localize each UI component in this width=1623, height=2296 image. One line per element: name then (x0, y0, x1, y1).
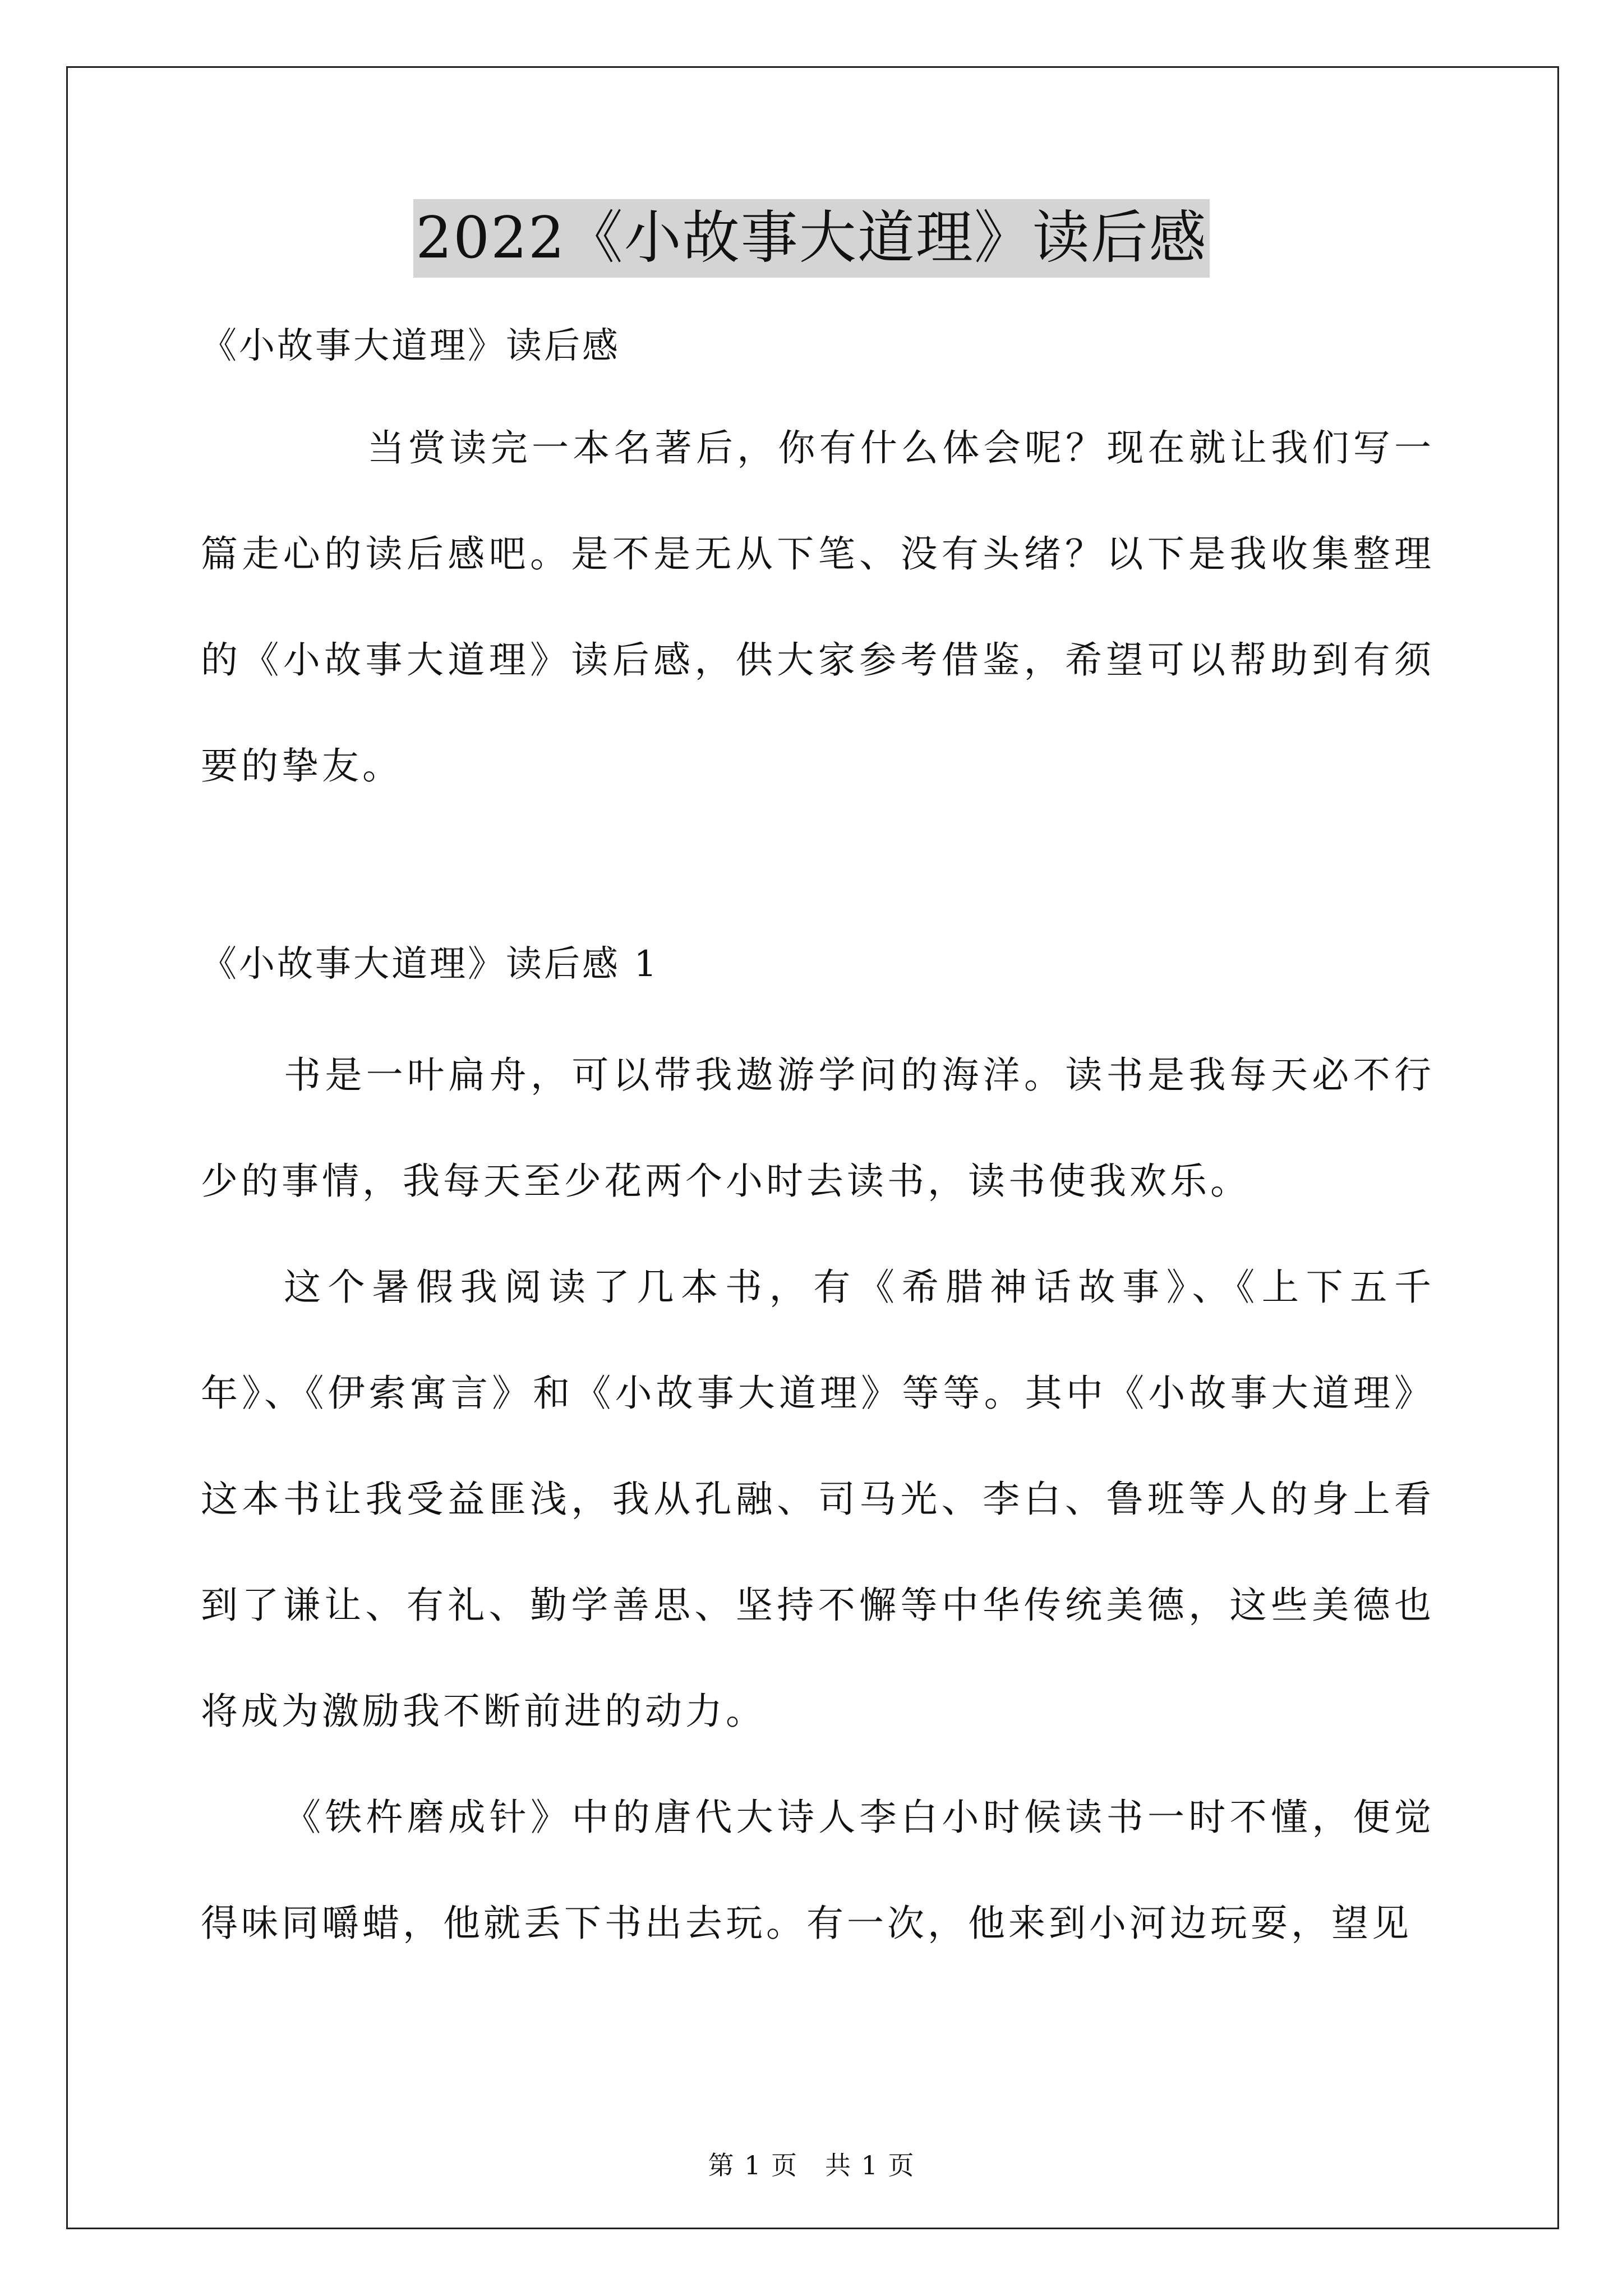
document-body (201, 303, 1435, 1976)
document-title: 2022《小故事大道理》读后感 (413, 199, 1210, 278)
subtitle-heading: 《小故事大道理》读后感 (201, 325, 620, 367)
section-heading: 《小故事大道理》读后感 1 (201, 944, 660, 985)
intro-paragraph: 当赏读完一本名著后，你有什么体会呢？现在就让我们写一篇走心的读后感吧。是不是无从下笔、没有头绪？以下是我收集整理的《小故事大道理》读后感，供大家参考借鉴，希望可以帮助到有须要的挚友。 (201, 426, 1435, 788)
body-paragraph: 这个暑假我阅读了几本书，有《希腊神话故事》、《上下五千年》、《伊索寓言》和《小故事大道理》等等。其中《小故事大道理》这本书让我受益匪浅，我从孔融、司马光、李白、鲁班等人的身上看到了谦让、有礼、勤学善思、坚持不懈等中华传统美德，这些美德也将成为激励我不断前进的动力。 (201, 1266, 1435, 1733)
title-container (0, 199, 1623, 278)
body-paragraph: 书是一叶扁舟，可以带我遨游学问的海洋。读书是我每天必不行少的事情，我每天至少花两个小时去读书，读书使我欢乐。 (201, 1053, 1435, 1203)
page-number-footer: 第 1 页 共 1 页 (708, 2150, 915, 2180)
body-paragraph: 《铁杵磨成针》中的唐代大诗人李白小时候读书一时不懂，便觉得味同嚼蜡，他就丢下书出去玩。有一次，他来到小河边玩耍，望见 (201, 1796, 1435, 1945)
